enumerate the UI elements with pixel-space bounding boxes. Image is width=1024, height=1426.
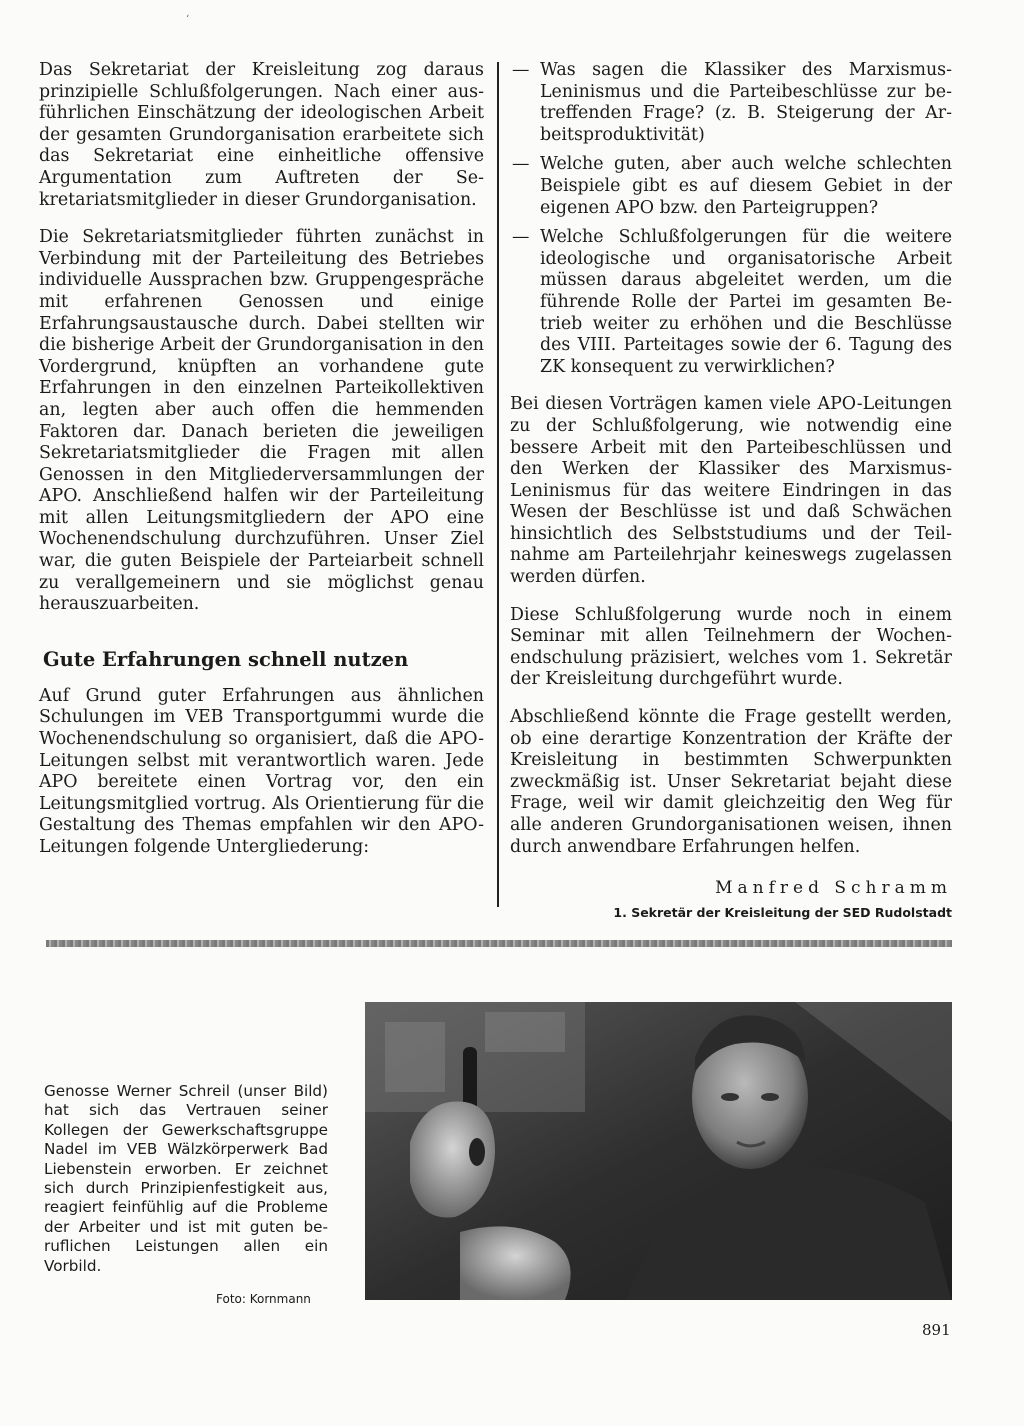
photo-caption: Genosse Werner Schreil (unser Bild) hat sich das Vertrauen seiner Kollegen der Gewerkschaftsgruppe Nadel im VEB Wälzkörperwerk Bad Liebenstein erworben. Er zeichnet sich durch Prinzipienfestigkeit aus, reagiert feinfühlig auf die Probleme der Arbeiter und ist mit guten beruflichen Leistungen allen ein Vorbild. (44, 1082, 328, 1275)
left-column (39, 60, 484, 875)
photo-illustration (365, 1002, 952, 1300)
dash-list-item-text: Welche guten, aber auch welche schlechten Beispiele gibt es auf diesem Gebiet in der eigenen APO bzw. den Parteigruppen? (540, 154, 952, 218)
dash-list-item-text: Was sagen die Klassiker des Marxismus-Leninismus und die Parteibeschlüsse zur betreffenden Frage? (z. B. Steigerung der Arbeitsproduktivität) (540, 60, 952, 145)
left-paragraph-1: Das Sekretariat der Kreisleitung zog daraus prinzipielle Schlußfolgerungen. Nach einer ausführlichen Einschätzung der ideologischen Arbeit der gesamten Grundorganisation erarbeitete sich das Sekretariat eine einheitliche offensive Argumentation zum Auftreten der Sekretariatsmitglieder in dieser Grundorganisation. (39, 60, 484, 210)
dash-marker: — (512, 154, 530, 175)
right-paragraph-1: Bei diesen Vorträgen kamen viele APO-Leitungen zu der Schlußfolgerung, wie notwendig eine bessere Arbeit mit den Parteibeschlüssen und den Werken der Klassiker des Marxismus-Leninismus für das weitere Eindringen in das Wesen der Beschlüsse ist und daß Schwächen hinsichtlich des Selbststudiums und der Teilnahme am Parteilehrjahr keineswegs zugelassen werden dürfen. (510, 394, 952, 588)
print-speck: ‘ (186, 14, 190, 25)
column-divider (497, 62, 499, 907)
dash-list-item (510, 154, 952, 219)
right-column (510, 60, 952, 923)
page-number: 891 (922, 1321, 951, 1339)
photo-credit: Foto: Kornmann (216, 1292, 311, 1306)
section-heading: Gute Erfahrungen schnell nutzen (43, 647, 409, 671)
worker-photo (365, 1002, 952, 1300)
right-paragraph-2: Diese Schlußfolgerung wurde noch in einem Seminar mit allen Teilnehmern der Wochenendschulung präzisiert, welches vom 1. Sekretär der Kreisleitung durchgeführt wurde. (510, 604, 952, 690)
dash-marker: — (512, 60, 530, 80)
dash-list-item (510, 60, 952, 146)
left-paragraph-2: Die Sekretariatsmitglieder führten zunächst in Verbindung mit der Parteileitung des Betriebes individuelle Aussprachen bzw. Gruppengespräche mit erfahrenen Genossen und einige Erfahrungsaustausche durch. Dabei stellten wir die bisherige Arbeit der Grundorganisation in den Vordergrund, knüpften an vorhandene gute Erfahrungen in den einzelnen Parteikollektiven an, legten aber auch offen die hemmenden Faktoren dar. Danach berieten die jeweiligen Sekretariatsmitglieder die Fragen mit allen Genossen in den Mitgliederversammlungen der APO. Anschließend halfen wir der Parteileitung mit allen Leitungsmitgliedern der APO eine Wochenendschulung durchzuführen. Unser Ziel war, die guten Beispiele der Parteiarbeit schnell zu verallgemeinern und sie möglichst genau herauszuarbeiten. (39, 227, 484, 615)
dash-list-item-text: Welche Schlußfolgerungen für die weitere ideologische und organisatorische Arbeit müssen daraus abgeleitet werden, um die führende Rolle der Partei im gesamten Betrieb weiter zu erhöhen und die Beschlüsse des VIII. Parteitages sowie der 6. Tagung des ZK konsequent zu verwirklichen? (540, 227, 952, 377)
section-divider (46, 940, 952, 947)
left-paragraph-3: Auf Grund guter Erfahrungen aus ähnlichen Schulungen im VEB Transportgummi wurde die Wochenendschulung so organisiert, daß die APO-Leitungen selbst mit verantwortlich waren. Jede APO bereitete einen Vortrag vor, den ein Leitungsmitglied vortrug. Als Orientierung für die Gestaltung des Themas empfahlen wir den APO-Leitungen folgende Untergliederung: (39, 685, 484, 857)
dash-list-item (510, 227, 952, 378)
right-paragraph-3: Abschließend könnte die Frage gestellt werden, ob eine derartige Konzentration der Kräfte der Kreisleitung in bestimmten Schwerpunkten zweckmäßig ist. Unser Sekretariat bejaht diese Frage, weil wir damit gleichzeitig den Weg für alle anderen Grundorganisationen weisen, ihnen durch anwendbare Erfahrungen helfen. (510, 707, 952, 857)
author-name: Manfred Schramm (715, 878, 952, 899)
dash-marker: — (512, 227, 530, 248)
author-title: 1. Sekretär der Kreisleitung der SED Rudolstadt (613, 904, 952, 920)
